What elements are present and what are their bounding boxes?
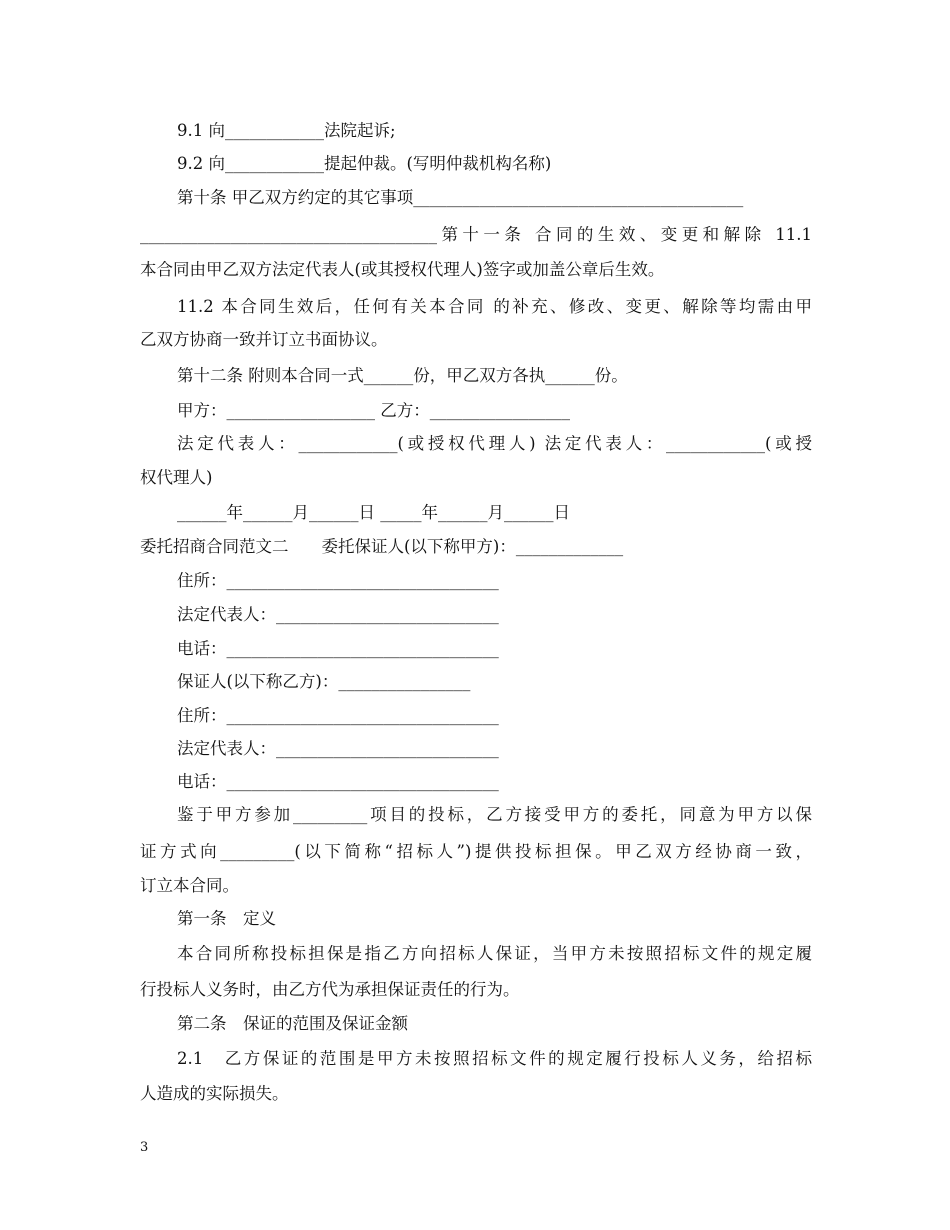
article-2-1-cont: 人造成的实际损失。 [140,1084,289,1103]
article-2-1-text: 2.1 乙方保证的范围是甲方未按照招标文件的规定履行投标人义务，给招标 [177,1049,812,1068]
party-b-phone: 电话：_________________________________ [177,772,499,791]
party-b-address: 住所：_________________________________ [177,706,499,725]
article-1-text: 本合同所称投标担保是指乙方向招标人保证，当甲方未按照招标文件的规定履 [177,944,812,963]
clause-11-2-cont: 乙双方协商一致并订立书面协议。 [140,330,388,349]
clause-12: 第十二条 附则本合同一式______份，甲乙双方各执______份。 [177,366,628,385]
party-a-address: 住所：_________________________________ [177,571,499,590]
article-2-heading: 第二条 保证的范围及保证金额 [177,1014,408,1033]
preamble-line-3: 订立本合同。 [140,876,239,895]
signature-dates: ______年______月______日 _____年______月______日 [177,503,570,522]
party-a-phone: 电话：_________________________________ [177,639,499,658]
clause-10: 第十条 甲乙双方约定的其它事项________________________________________ [177,188,744,207]
article-1-text-cont: 行投标人义务时，由乙方代为承担保证责任的行为。 [140,980,520,999]
party-b-representative: 法定代表人：___________________________ [177,739,499,758]
clause-11-heading: ____________________________________第十一条 合同的生效、变更和解除 11.1 [140,225,812,244]
signature-parties: 甲方：__________________ 乙方：_________________ [177,401,570,420]
signature-representatives-cont: 权代理人) [140,468,213,487]
sample-two-heading: 委托招商合同范文二 委托保证人(以下称甲方)：_____________ [140,537,624,556]
party-b-heading: 保证人(以下称乙方)：________________ [177,672,471,691]
preamble-line-1: 鉴于甲方参加_________项目的投标，乙方接受甲方的委托，同意为甲方以保 [177,805,812,824]
clause-9-1: 9.1 向____________法院起诉; [177,121,396,140]
preamble-line-2: 证方式向_________(以下简称“招标人”)提供投标担保。甲乙双方经协商一致， [140,842,812,861]
clause-11-1-text: 本合同由甲乙双方法定代表人(或其授权代理人)签字或加盖公章后生效。 [140,260,665,279]
article-1-heading: 第一条 定义 [177,909,276,928]
party-a-representative: 法定代表人：___________________________ [177,605,499,624]
clause-9-2: 9.2 向____________提起仲裁。(写明仲裁机构名称) [177,154,552,173]
signature-representatives: 法定代表人：____________(或授权代理人) 法定代表人：____________(或授 [177,434,812,453]
clause-11-2-text: 11.2 本合同生效后，任何有关本合同 的补充、修改、变更、解除等均需由甲 [177,297,812,316]
page-number: 3 [140,1140,149,1155]
